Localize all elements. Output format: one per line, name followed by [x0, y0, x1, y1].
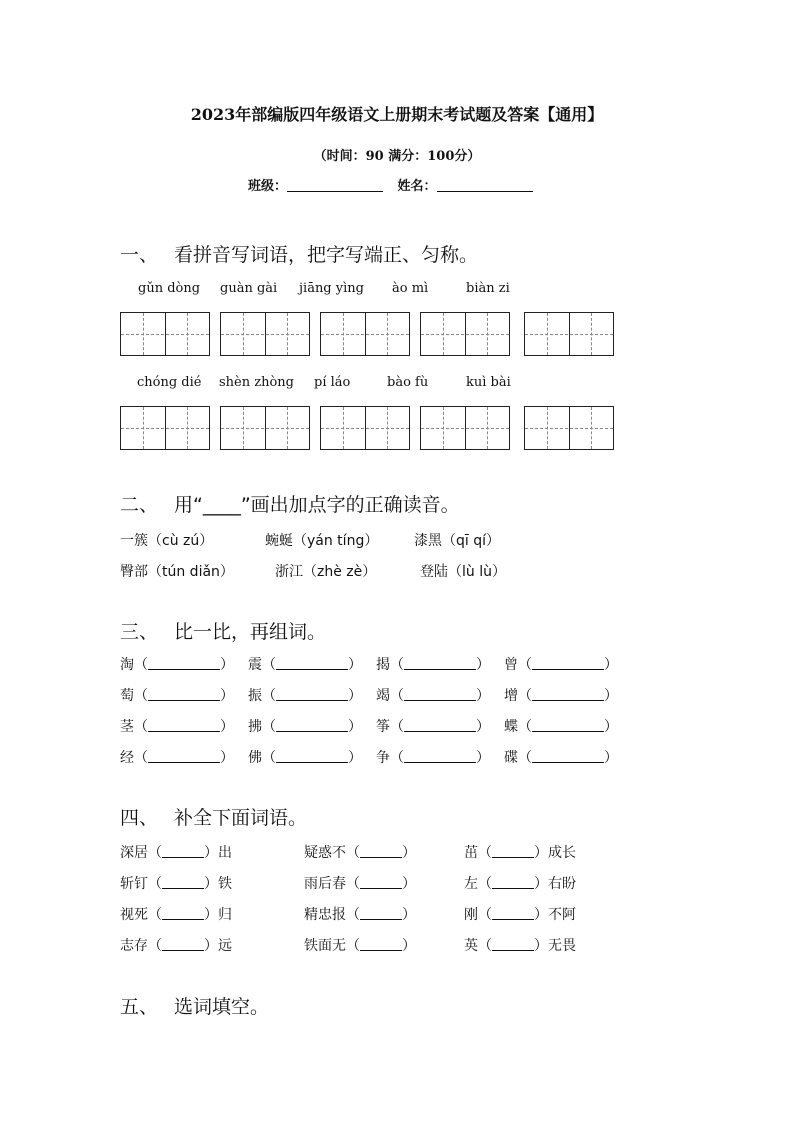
answer-blank[interactable] — [162, 844, 204, 858]
section-number: 四、 — [120, 807, 159, 829]
section-title: 比一比，再组词。 — [174, 621, 327, 643]
compare-item: 振（ ） — [248, 688, 362, 704]
name-label: 姓名： — [397, 179, 437, 194]
writing-box[interactable] — [420, 312, 510, 356]
reading-item: 蜿蜒（yán tíng） — [265, 533, 379, 549]
compare-item: 曾（ ） — [504, 657, 618, 673]
pinyin-2-3: pí láo — [314, 375, 351, 390]
writing-box[interactable] — [320, 406, 410, 450]
writing-box[interactable] — [120, 406, 210, 450]
section-2-heading — [120, 490, 460, 517]
section-5-heading — [120, 992, 269, 1019]
answer-blank[interactable] — [162, 875, 204, 889]
writing-box[interactable] — [320, 312, 410, 356]
compare-item: 竭（ ） — [376, 688, 490, 704]
answer-blank[interactable] — [532, 749, 604, 763]
section-1-heading — [120, 240, 478, 267]
answer-blank[interactable] — [404, 749, 476, 763]
answer-blank[interactable] — [492, 844, 534, 858]
reading-item: 一簇（cù zú） — [120, 533, 214, 549]
writing-box[interactable] — [524, 312, 614, 356]
section-number: 二、 — [120, 494, 159, 516]
idiom-item: 疑惑不（ ） — [304, 845, 416, 861]
pinyin-1-1: gǔn dòng — [138, 281, 201, 296]
compare-item: 揭（ ） — [376, 657, 490, 673]
compare-item: 筝（ ） — [376, 719, 490, 735]
idiom-item: 精忠报（ ） — [304, 907, 416, 923]
answer-blank[interactable] — [404, 687, 476, 701]
answer-blank[interactable] — [162, 906, 204, 920]
pinyin-2-2: shèn zhòng — [219, 375, 294, 390]
compare-item: 萄（ ） — [120, 688, 234, 704]
reading-item: 浙江（zhè zè） — [275, 564, 377, 580]
writing-box[interactable] — [524, 406, 614, 450]
answer-blank[interactable] — [492, 906, 534, 920]
class-name-line — [248, 175, 543, 194]
reading-item: 漆黑（qī qí） — [414, 533, 501, 549]
answer-blank[interactable] — [404, 656, 476, 670]
answer-blank[interactable] — [148, 749, 220, 763]
answer-blank[interactable] — [360, 906, 402, 920]
section-4-heading — [120, 803, 307, 830]
section-number: 一、 — [120, 244, 159, 266]
answer-blank[interactable] — [532, 718, 604, 732]
pinyin-1-2: guàn gài — [220, 281, 278, 296]
class-blank[interactable] — [287, 179, 383, 192]
idiom-item: 视死（ ）归 — [120, 907, 232, 923]
compare-item: 蝶（ ） — [504, 719, 618, 735]
idiom-item: 铁面无（ ） — [304, 938, 416, 954]
compare-item: 拂（ ） — [248, 719, 362, 735]
section-title: 看拼音写词语，把字写端正、匀称。 — [174, 244, 479, 266]
class-label: 班级： — [248, 179, 288, 194]
answer-blank[interactable] — [148, 687, 220, 701]
section-number: 三、 — [120, 621, 159, 643]
answer-blank[interactable] — [360, 937, 402, 951]
writing-box[interactable] — [120, 312, 210, 356]
idiom-item: 刚（ ）不阿 — [464, 907, 576, 923]
name-blank[interactable] — [437, 179, 533, 192]
answer-blank[interactable] — [532, 656, 604, 670]
idiom-item: 深居（ ）出 — [120, 845, 232, 861]
compare-item: 增（ ） — [504, 688, 618, 704]
pinyin-1-3: jiāng yìng — [299, 281, 364, 296]
exam-info: （时间：90 满分：100分） — [313, 149, 481, 164]
answer-blank[interactable] — [492, 937, 534, 951]
idiom-item: 左（ ）右盼 — [464, 876, 576, 892]
compare-item: 经（ ） — [120, 750, 234, 766]
compare-item: 争（ ） — [376, 750, 490, 766]
section-3-heading — [120, 617, 326, 644]
section-title: 用“____”画出加点字的正确读音。 — [174, 494, 460, 516]
section-title: 选词填空。 — [174, 996, 270, 1018]
writing-box[interactable] — [220, 406, 310, 450]
pinyin-2-1: chóng dié — [137, 375, 202, 390]
answer-blank[interactable] — [492, 875, 534, 889]
answer-blank[interactable] — [148, 718, 220, 732]
answer-blank[interactable] — [532, 687, 604, 701]
writing-box[interactable] — [220, 312, 310, 356]
answer-blank[interactable] — [276, 687, 348, 701]
pinyin-2-5: kuì bài — [466, 375, 511, 390]
answer-blank[interactable] — [276, 749, 348, 763]
page-title: 2023年部编版四年级语文上册期末考试题及答案【通用】 — [190, 105, 604, 124]
pinyin-1-5: biàn zi — [466, 281, 510, 296]
compare-item: 碟（ ） — [504, 750, 618, 766]
reading-item: 登陆（lù lù） — [420, 564, 506, 580]
answer-blank[interactable] — [276, 718, 348, 732]
answer-blank[interactable] — [162, 937, 204, 951]
section-number: 五、 — [120, 996, 159, 1018]
idiom-item: 志存（ ）远 — [120, 938, 232, 954]
answer-blank[interactable] — [360, 875, 402, 889]
idiom-item: 雨后春（ ） — [304, 876, 416, 892]
idiom-item: 斩钉（ ）铁 — [120, 876, 232, 892]
answer-blank[interactable] — [404, 718, 476, 732]
answer-blank[interactable] — [276, 656, 348, 670]
reading-item: 臀部（tún diǎn） — [120, 564, 234, 580]
answer-blank[interactable] — [148, 656, 220, 670]
compare-item: 淘（ ） — [120, 657, 234, 673]
idiom-item: 英（ ）无畏 — [464, 938, 576, 954]
idiom-item: 茁（ ）成长 — [464, 845, 576, 861]
pinyin-2-4: bào fù — [387, 375, 429, 390]
compare-item: 佛（ ） — [248, 750, 362, 766]
compare-item: 茎（ ） — [120, 719, 234, 735]
pinyin-1-4: ào mì — [392, 281, 429, 296]
section-title: 补全下面词语。 — [174, 807, 308, 829]
writing-box[interactable] — [420, 406, 510, 450]
compare-item: 震（ ） — [248, 657, 362, 673]
answer-blank[interactable] — [360, 844, 402, 858]
